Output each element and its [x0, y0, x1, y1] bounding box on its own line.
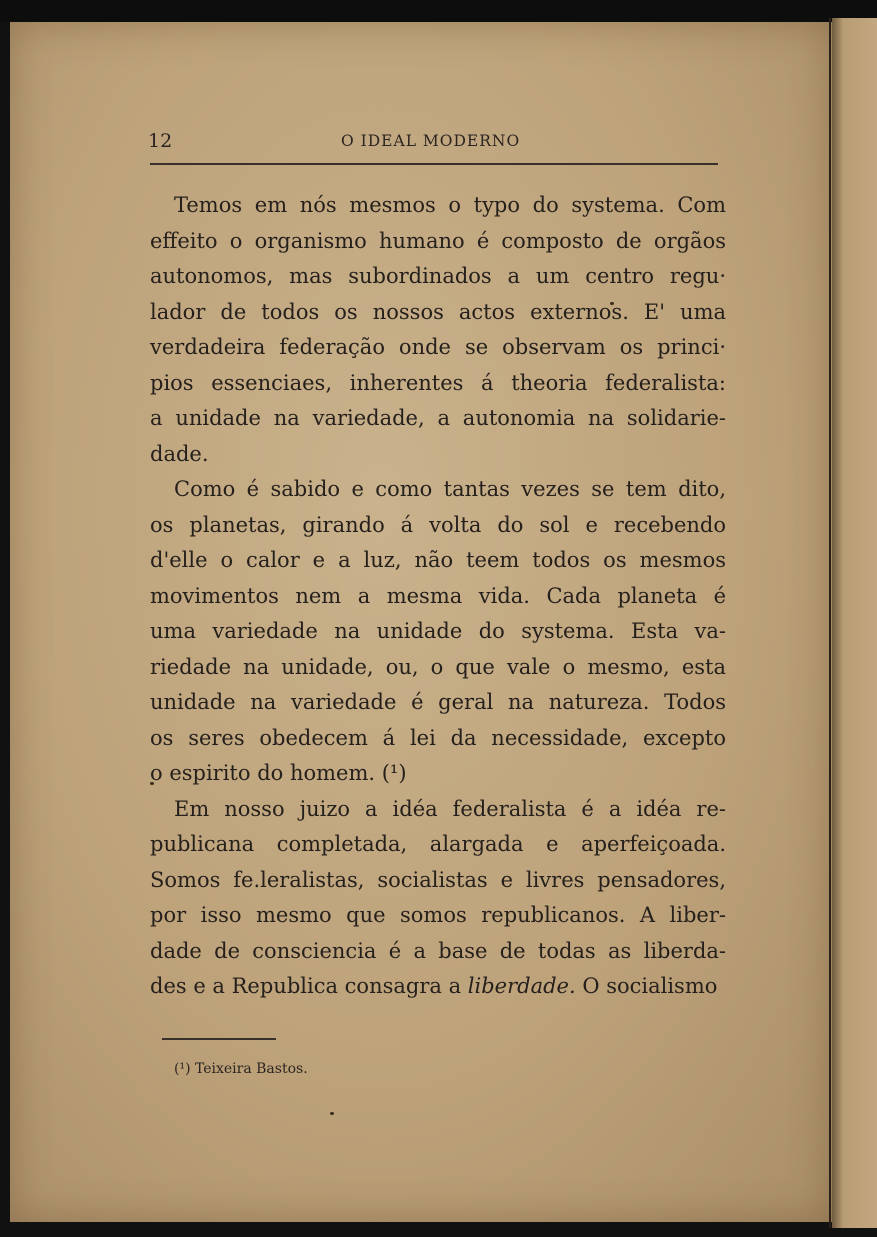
text-line: a unidade na variedade, a autonomia na solidarie- — [150, 406, 726, 430]
text-line-with-italic — [150, 969, 726, 1005]
text-line: d'elle o calor e a luz, não teem todos os mesmos — [150, 548, 726, 572]
text-line: uma variedade na unidade do systema. Esta va- — [150, 619, 726, 643]
italic-word: liberdade. — [467, 974, 576, 998]
scan-border — [0, 0, 877, 22]
running-title: O IDEAL MODERNO — [341, 132, 521, 150]
text-line: dade. — [150, 441, 209, 466]
text-line: Temos em nós mesmos o typo do systema. Com — [174, 193, 726, 217]
page-header — [148, 130, 718, 154]
text-line: o espirito do homem. (¹) — [150, 761, 407, 785]
text-line: lador de todos os nossos actos externos. E' uma — [150, 299, 726, 324]
text-line: por isso mesmo que somos republicanos. A liber- — [150, 903, 726, 927]
text-line: Como é sabido e como tantas vezes se tem dito, — [174, 477, 726, 501]
text-line: os planetas, girando á volta do sol e recebendo — [150, 512, 726, 537]
text-line: pios essenciaes, inherentes á theoria federalista: — [150, 370, 726, 395]
footnote-rule — [162, 1038, 276, 1040]
next-page-edge — [832, 18, 877, 1228]
body-text — [150, 188, 726, 1005]
text-line: riedade na unidade, ou, o que vale o mesmo, esta — [150, 654, 726, 679]
text-line: movimentos nem a mesma vida. Cada planeta é — [150, 583, 726, 608]
text-line: dade de consciencia é a base de todas as liberda- — [150, 938, 726, 963]
text-line: Somos fe.leralistas, socialistas e livres pensadores, — [150, 867, 726, 892]
text-line: os seres obedecem á lei da necessidade, excepto — [150, 725, 726, 750]
text-segment: O socialismo — [575, 974, 718, 998]
text-line: publicana completada, alargada e aperfeiçoada. — [150, 832, 726, 856]
text-line: unidade na variedade é geral na natureza. Todos — [150, 690, 726, 714]
paper-speck — [330, 1112, 334, 1115]
page-edge — [829, 18, 831, 1228]
page-number: 12 — [148, 130, 173, 152]
text-line: verdadeira federação onde se observam os princi· — [150, 335, 726, 359]
header-rule — [150, 163, 718, 165]
text-line: effeito o organismo humano é composto de orgãos — [150, 228, 726, 253]
text-line: autonomos, mas subordinados a um centro regu· — [150, 264, 726, 288]
footnote: (¹) Teixeira Bastos. — [174, 1061, 308, 1077]
text-segment: des e a Republica consagra a — [150, 974, 462, 998]
text-line: Em nosso juizo a idéa federalista é a idéa re- — [174, 796, 726, 821]
